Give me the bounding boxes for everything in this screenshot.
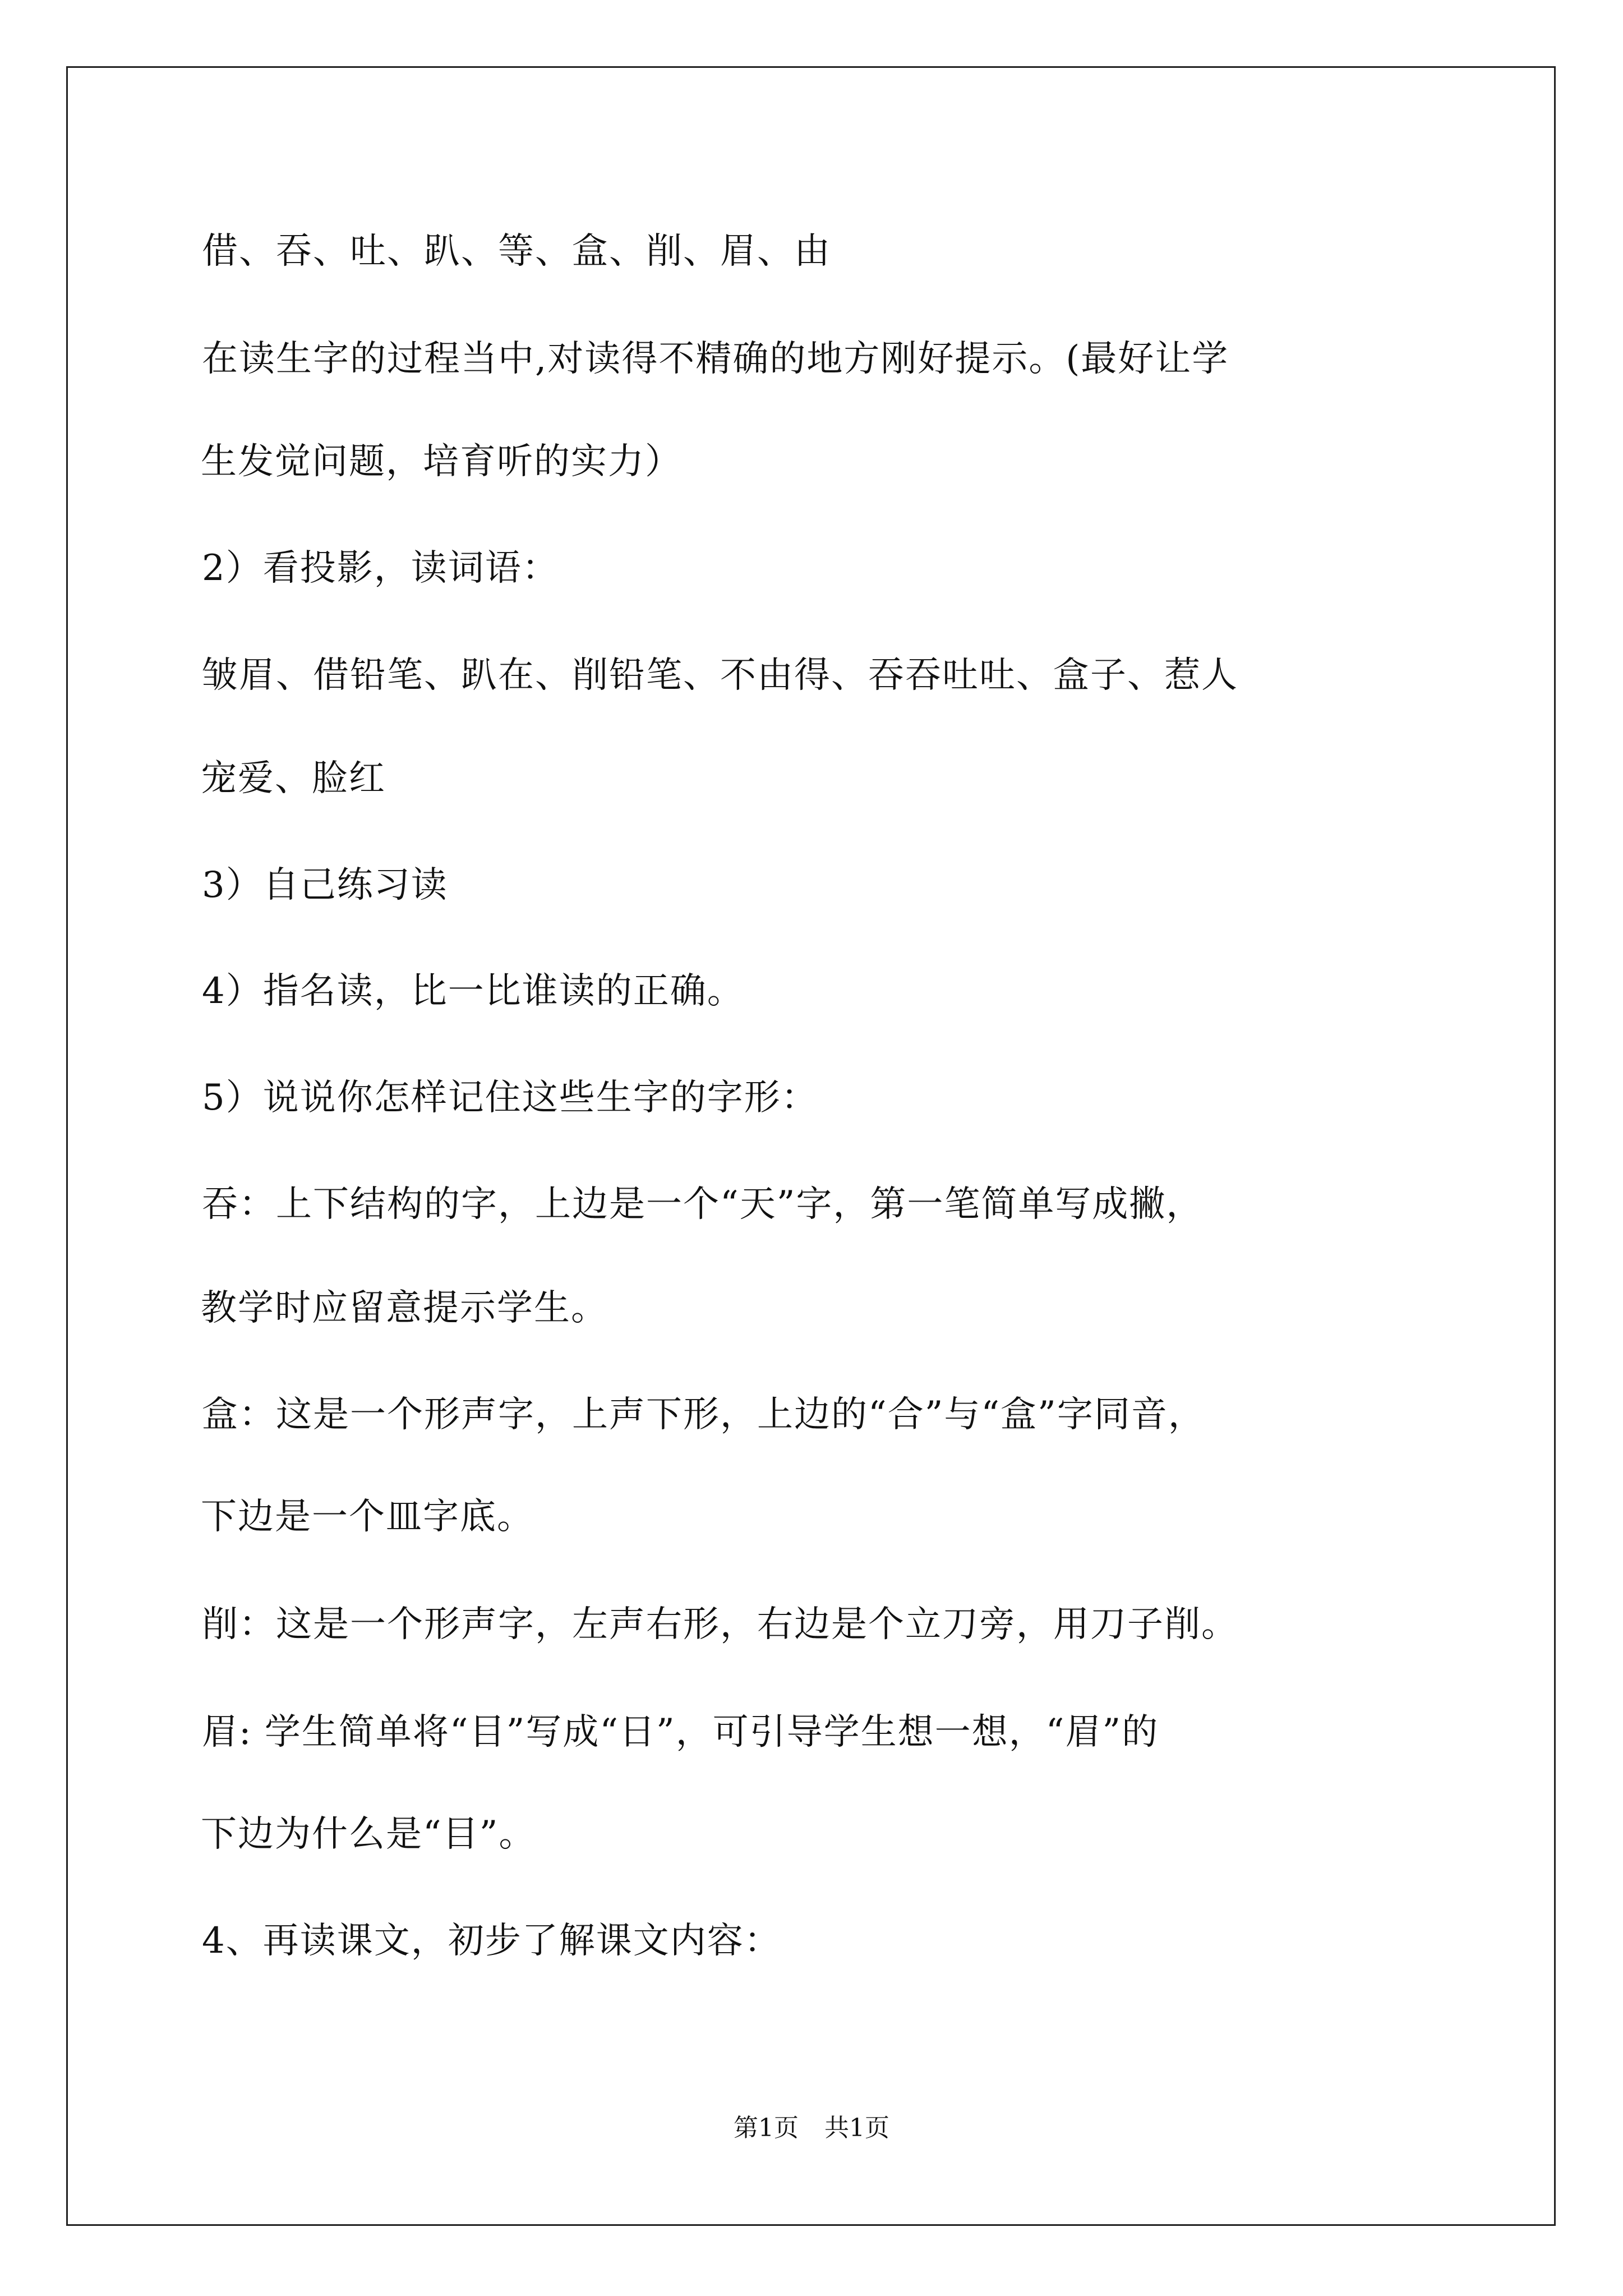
text-line-step-4: 4）指名读，比一比谁读的正确。 — [202, 970, 744, 1012]
text-line-reading-note-cont: 生发觉问题，培育听的实力） — [201, 441, 682, 482]
text-line-mei-cont: 下边为什么是“目”。 — [201, 1814, 536, 1855]
text-line-he: 盒：这是一个形声字，上声下形，上边的“合”与“盒”字同音， — [202, 1394, 1205, 1435]
text-line-tun: 吞：上下结构的字，上边是一个“天”字，第一笔简单写成撇， — [202, 1184, 1204, 1225]
page-total: 共1页 — [824, 2114, 889, 2142]
text-line-step-4-reread: 4、再读课文，初步了解课文内容： — [202, 1920, 781, 1962]
text-line-step-5: 5）说说你怎样记住这些生字的字形： — [202, 1077, 818, 1119]
page-number: 第1页 — [734, 2114, 799, 2142]
text-line-vocabulary-cont: 宠爱、脸红 — [201, 758, 386, 799]
text-line-vocabulary: 皱眉、借铅笔、趴在、削铅笔、不由得、吞吞吐吐、盒子、惹人 — [202, 655, 1238, 696]
text-line-step-2: 2）看投影，读词语： — [202, 547, 559, 589]
text-line-he-cont: 下边是一个皿字底。 — [201, 1496, 534, 1538]
text-line-step-3: 3）自己练习读 — [202, 864, 448, 906]
text-line-tun-cont: 教学时应留意提示学生。 — [201, 1287, 608, 1329]
text-line-characters: 借、吞、吐、趴、等、盒、削、眉、由 — [202, 231, 831, 272]
text-line-xue: 削：这是一个形声字，左声右形，右边是个立刀旁，用刀子削。 — [202, 1604, 1238, 1645]
page-footer — [0, 2114, 1623, 2143]
text-line-mei: 眉: 学生简单将“目”写成“日”，可引导学生想一想，“眉”的 — [202, 1711, 1159, 1753]
text-line-reading-note: 在读生字的过程当中,对读得不精确的地方刚好提示。(最好让学 — [202, 338, 1229, 380]
